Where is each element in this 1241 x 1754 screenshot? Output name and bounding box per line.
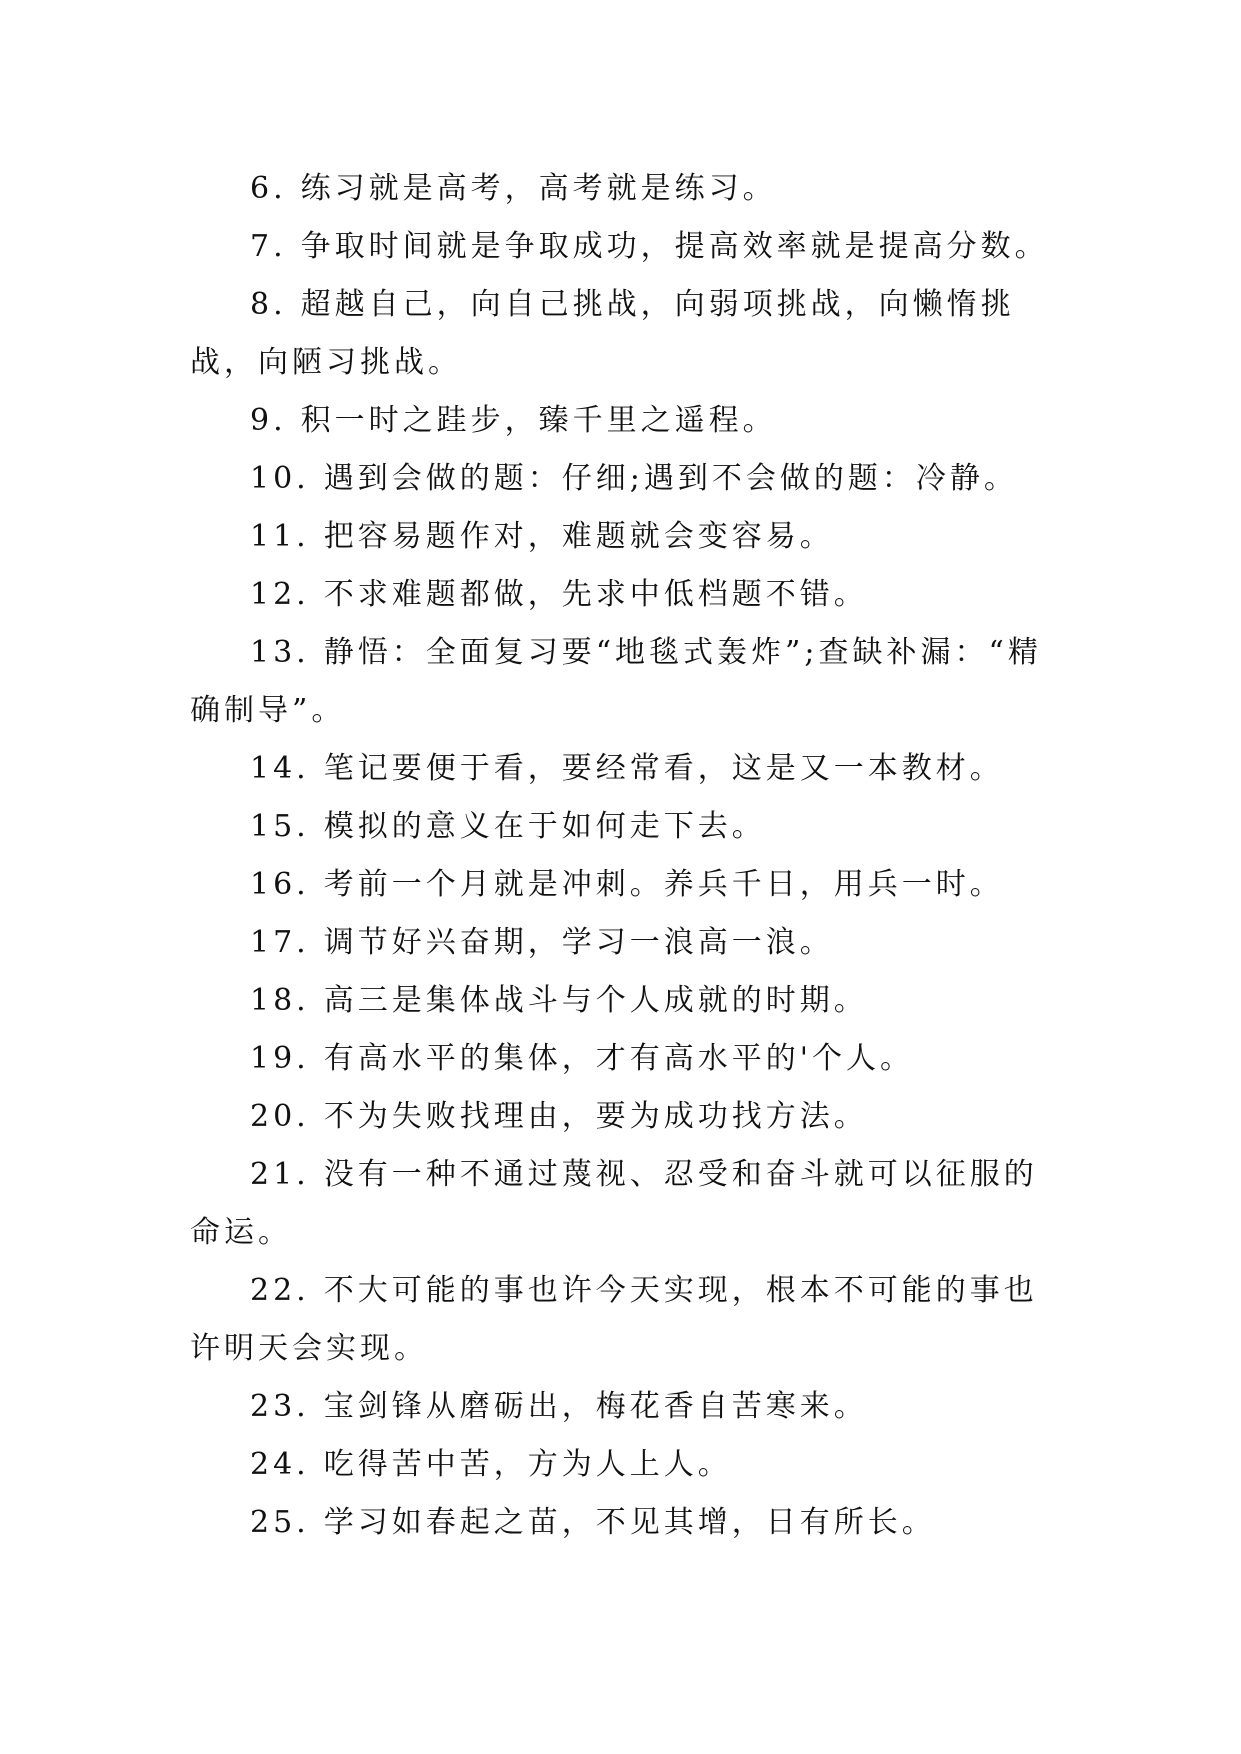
- item-text: 学习如春起之苗，不见其增，日有所长。: [323, 1505, 936, 1540]
- item-number: 16.: [250, 867, 310, 902]
- list-item: [190, 450, 1060, 508]
- item-text: 积一时之跬步，臻千里之遥程。: [300, 403, 777, 438]
- item-number: 20.: [250, 1099, 310, 1134]
- item-number: 10.: [250, 461, 310, 496]
- item-number: 13.: [250, 635, 310, 670]
- item-number: 18.: [250, 983, 310, 1018]
- item-text: 宝剑锋从磨砺出，梅花香自苦寒来。: [323, 1389, 868, 1424]
- item-number: 25.: [250, 1505, 310, 1540]
- item-text: 不求难题都做，先求中低档题不错。: [323, 577, 868, 612]
- item-text: 超越自己，向自己挑战，向弱项挑战，向懒惰挑战，向陋习挑战。: [190, 287, 1015, 380]
- item-text: 遇到会做的题：仔细;遇到不会做的题：冷静。: [323, 461, 1018, 496]
- item-number: 15.: [250, 809, 310, 844]
- quote-list: [190, 160, 1060, 1552]
- list-item: [190, 276, 1060, 392]
- list-item: [190, 508, 1060, 566]
- item-number: 11.: [250, 519, 310, 554]
- item-text: 高三是集体战斗与个人成就的时期。: [323, 983, 868, 1018]
- list-item: [190, 740, 1060, 798]
- item-text: 不大可能的事也许今天实现，根本不可能的事也许明天会实现。: [190, 1273, 1038, 1366]
- list-item: [190, 160, 1060, 218]
- item-text: 吃得苦中苦，方为人上人。: [323, 1447, 732, 1482]
- item-text: 考前一个月就是冲刺。养兵千日，用兵一时。: [323, 867, 1004, 902]
- item-number: 24.: [250, 1447, 310, 1482]
- item-text: 争取时间就是争取成功，提高效率就是提高分数。: [300, 229, 1049, 264]
- item-number: 7.: [250, 229, 287, 264]
- list-item: [190, 914, 1060, 972]
- list-item: [190, 1088, 1060, 1146]
- list-item: [190, 392, 1060, 450]
- item-number: 23.: [250, 1389, 310, 1424]
- item-number: 14.: [250, 751, 310, 786]
- list-item: [190, 1494, 1060, 1552]
- item-text: 笔记要便于看，要经常看，这是又一本教材。: [323, 751, 1004, 786]
- list-item: [190, 972, 1060, 1030]
- item-text: 模拟的意义在于如何走下去。: [323, 809, 766, 844]
- list-item: [190, 1030, 1060, 1088]
- item-text: 练习就是高考，高考就是练习。: [300, 171, 777, 206]
- list-item: [190, 1146, 1060, 1262]
- item-text: 调节好兴奋期，学习一浪高一浪。: [323, 925, 834, 960]
- item-number: 9.: [250, 403, 287, 438]
- list-item: [190, 1378, 1060, 1436]
- item-text: 把容易题作对，难题就会变容易。: [323, 519, 834, 554]
- item-text: 不为失败找理由，要为成功找方法。: [323, 1099, 868, 1134]
- list-item: [190, 1262, 1060, 1378]
- item-text: 没有一种不通过蔑视、忍受和奋斗就可以征服的命运。: [190, 1157, 1038, 1250]
- item-number: 17.: [250, 925, 310, 960]
- item-number: 6.: [250, 171, 287, 206]
- item-number: 22.: [250, 1273, 310, 1308]
- list-item: [190, 798, 1060, 856]
- item-number: 21.: [250, 1157, 310, 1192]
- item-text: 有高水平的集体，才有高水平的'个人。: [323, 1041, 914, 1076]
- item-text: 静悟：全面复习要“地毯式轰炸”;查缺补漏：“精确制导”。: [190, 635, 1042, 728]
- list-item: [190, 1436, 1060, 1494]
- item-number: 19.: [250, 1041, 310, 1076]
- list-item: [190, 624, 1060, 740]
- item-number: 8.: [250, 287, 287, 322]
- list-item: [190, 566, 1060, 624]
- list-item: [190, 218, 1060, 276]
- item-number: 12.: [250, 577, 310, 612]
- list-item: [190, 856, 1060, 914]
